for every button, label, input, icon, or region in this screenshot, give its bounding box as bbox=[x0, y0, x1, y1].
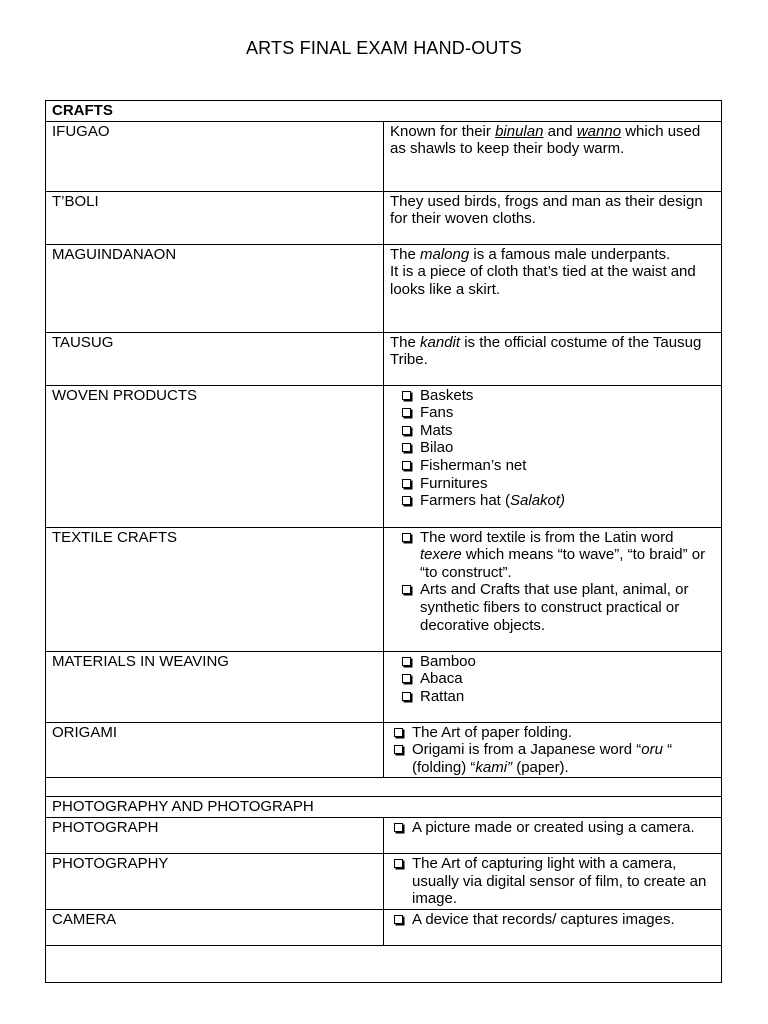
woven-products-list bbox=[390, 387, 715, 510]
list-item-text: The word textile is from the Latin word bbox=[420, 528, 674, 546]
section-header-photography: PHOTOGRAPHY AND PHOTOGRAPH bbox=[46, 797, 722, 818]
table-row bbox=[46, 797, 722, 818]
text-span: and bbox=[543, 122, 577, 140]
list-item bbox=[390, 911, 715, 929]
table-row bbox=[46, 527, 722, 651]
table-row bbox=[46, 853, 722, 909]
checkbox-bullet-icon bbox=[394, 745, 403, 754]
table-row bbox=[46, 817, 722, 853]
list-item bbox=[398, 653, 715, 671]
list-item-text: Baskets bbox=[420, 386, 474, 404]
list-item bbox=[390, 724, 715, 742]
materials-list bbox=[390, 653, 715, 706]
checkbox-bullet-icon bbox=[402, 657, 411, 666]
list-item bbox=[390, 741, 715, 776]
table-row bbox=[46, 909, 722, 945]
term-photograph: PHOTOGRAPH bbox=[46, 817, 384, 853]
definition-woven-products bbox=[384, 385, 722, 527]
term-tboli: T’BOLI bbox=[46, 191, 384, 244]
text-span: is a famous male underpants. bbox=[469, 245, 671, 263]
term-texere: texere bbox=[420, 546, 462, 564]
checkbox-bullet-icon bbox=[394, 859, 403, 868]
list-item bbox=[398, 670, 715, 688]
term-tausug: TAUSUG bbox=[46, 332, 384, 385]
list-item-text: Bamboo bbox=[420, 652, 476, 670]
term-binulan: binulan bbox=[495, 122, 544, 140]
table-row bbox=[46, 101, 722, 122]
list-item-text: The Art of paper folding. bbox=[412, 723, 573, 741]
text-span: The bbox=[390, 333, 421, 351]
checkbox-bullet-icon bbox=[402, 408, 411, 417]
definition-tboli: They used birds, frogs and man as their design for their woven cloths. bbox=[384, 191, 722, 244]
term-origami: ORIGAMI bbox=[46, 722, 384, 778]
section-header-crafts: CRAFTS bbox=[46, 101, 722, 122]
checkbox-bullet-icon bbox=[402, 391, 411, 400]
term-salakot: Salakot) bbox=[510, 492, 566, 510]
definition-photography bbox=[384, 853, 722, 909]
list-item bbox=[398, 688, 715, 706]
definition-photograph bbox=[384, 817, 722, 853]
table-row bbox=[46, 121, 722, 191]
list-item-text: Furnitures bbox=[420, 474, 488, 492]
checkbox-bullet-icon bbox=[402, 426, 411, 435]
checkbox-bullet-icon bbox=[402, 496, 411, 505]
list-item-text: Farmers hat ( bbox=[420, 492, 511, 510]
checkbox-bullet-icon bbox=[394, 915, 403, 924]
text-span: is the official costume of the Tausug Tribe. bbox=[390, 333, 702, 369]
checkbox-bullet-icon bbox=[402, 461, 411, 470]
list-item bbox=[398, 475, 715, 493]
list-item-text: A device that records/ captures images. bbox=[412, 910, 675, 928]
list-item bbox=[398, 439, 715, 457]
definition-ifugao bbox=[384, 121, 722, 191]
list-item bbox=[390, 819, 715, 837]
term-woven-products: WOVEN PRODUCTS bbox=[46, 385, 384, 527]
term-maguindanaon: MAGUINDANAON bbox=[46, 244, 384, 332]
table-row bbox=[46, 191, 722, 244]
origami-list bbox=[390, 724, 715, 777]
definition-textile-crafts bbox=[384, 527, 722, 651]
textile-crafts-list bbox=[390, 529, 715, 635]
term-ifugao: IFUGAO bbox=[46, 121, 384, 191]
empty-cell bbox=[46, 778, 722, 797]
list-item-text: A picture made or created using a camera. bbox=[412, 818, 695, 836]
checkbox-bullet-icon bbox=[402, 479, 411, 488]
table-row-empty bbox=[46, 945, 722, 982]
list-item-text: Abaca bbox=[420, 670, 463, 688]
table-row-empty bbox=[46, 778, 722, 797]
list-item-text: which means “to wave”, “to braid” or “to construct”. bbox=[420, 546, 706, 581]
definition-tausug bbox=[384, 332, 722, 385]
term-camera: CAMERA bbox=[46, 909, 384, 945]
definition-materials-in-weaving bbox=[384, 651, 722, 722]
term-kandit: kandit bbox=[420, 333, 461, 351]
table-row bbox=[46, 332, 722, 385]
table-row bbox=[46, 244, 722, 332]
term-malong: malong bbox=[420, 245, 470, 263]
list-item-text: Fans bbox=[420, 404, 454, 422]
list-item bbox=[390, 855, 715, 908]
list-item-text: Bilao bbox=[420, 439, 454, 457]
checkbox-bullet-icon bbox=[402, 585, 411, 594]
photograph-list bbox=[390, 819, 715, 837]
list-item-text: Origami is from a Japanese word “ bbox=[412, 741, 642, 759]
checkbox-bullet-icon bbox=[402, 674, 411, 683]
list-item-text: Arts and Crafts that use plant, animal, or synthetic fibers to construct practical or decorative objects. bbox=[420, 581, 689, 634]
handout-table bbox=[45, 100, 722, 983]
table-row bbox=[46, 385, 722, 527]
checkbox-bullet-icon bbox=[402, 533, 411, 542]
list-item bbox=[398, 387, 715, 405]
checkbox-bullet-icon bbox=[394, 728, 403, 737]
list-item-text: “ (folding) “ bbox=[412, 741, 673, 776]
list-item-text: Mats bbox=[420, 421, 453, 439]
list-item bbox=[398, 422, 715, 440]
list-item bbox=[398, 581, 715, 634]
list-item-text: Fisherman’s net bbox=[420, 456, 527, 474]
checkbox-bullet-icon bbox=[402, 692, 411, 701]
empty-cell bbox=[46, 945, 722, 982]
page-title: ARTS FINAL EXAM HAND-OUTS bbox=[245, 38, 523, 58]
list-item bbox=[398, 529, 715, 582]
term-photography: PHOTOGRAPHY bbox=[46, 853, 384, 909]
text-span: The bbox=[390, 245, 421, 263]
term-wanno: wanno bbox=[576, 122, 622, 140]
term-materials-in-weaving: MATERIALS IN WEAVING bbox=[46, 651, 384, 722]
table-row bbox=[46, 651, 722, 722]
checkbox-bullet-icon bbox=[402, 443, 411, 452]
list-item bbox=[398, 404, 715, 422]
text-span: Known for their bbox=[390, 122, 496, 140]
list-item-text: The Art of capturing light with a camera, usually via digital sensor of film, to create an image. bbox=[412, 854, 707, 908]
photography-list bbox=[390, 855, 715, 908]
checkbox-bullet-icon bbox=[394, 823, 403, 832]
list-item-text: (paper). bbox=[512, 758, 569, 776]
text-span: which used as shawls to keep their body warm. bbox=[390, 122, 701, 158]
text-span: It is a piece of cloth that’s tied at the waist and looks like a skirt. bbox=[390, 263, 696, 298]
term-kami: kami” bbox=[475, 758, 513, 776]
term-textile-crafts: TEXTILE CRAFTS bbox=[46, 527, 384, 651]
list-item-text: Rattan bbox=[420, 687, 465, 705]
table-row bbox=[46, 722, 722, 778]
definition-origami bbox=[384, 722, 722, 778]
term-oru: oru bbox=[641, 741, 663, 759]
camera-list bbox=[390, 911, 715, 929]
definition-camera bbox=[384, 909, 722, 945]
list-item bbox=[398, 457, 715, 475]
definition-maguindanaon bbox=[384, 244, 722, 332]
list-item bbox=[398, 492, 715, 510]
